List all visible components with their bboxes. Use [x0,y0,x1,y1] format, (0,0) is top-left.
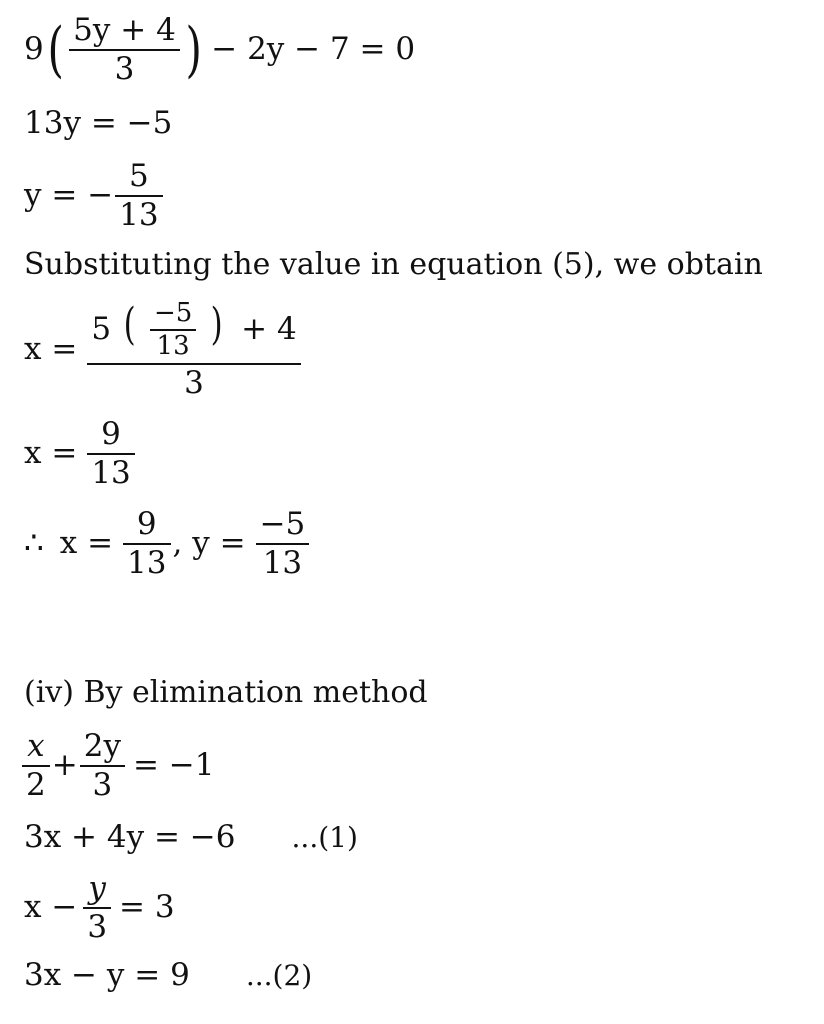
separator-y-equals: , y = [172,525,246,562]
plus-sign: + [51,747,78,784]
equation-text: 3x + 4y = −6 [24,819,236,855]
close-paren: ) [185,14,202,85]
equation-lhs: x = [24,331,78,368]
therefore-symbol: ∴ [24,525,44,562]
open-paren: ( [47,14,64,85]
equation-reference-1: ...(1) [291,820,358,854]
equation-lhs: y = − [24,177,114,214]
fraction-numerator: −5 [259,506,306,542]
fraction [87,418,134,489]
equation-text: 3x − y = 9 [24,957,190,993]
equation-line-10 [24,819,358,855]
text-line-substituting [24,247,763,282]
fraction [69,14,180,85]
open-paren: ( [123,298,136,350]
fraction-numerator: 5 [129,158,149,194]
equation-lhs: x − [24,889,78,926]
equation-rest: = 3 [119,889,175,926]
coefficient: 9 [24,31,44,68]
equation-reference-2: ...(2) [245,958,313,992]
fraction-denominator: 2 [26,766,46,803]
numerator-rest: + 4 [241,310,297,347]
fraction-denominator: 13 [127,544,167,581]
fraction-x [123,508,170,579]
equation-line-12 [24,957,313,993]
equation-line-2 [24,105,173,141]
fraction-numerator: x [27,728,45,764]
inner-fraction [150,300,196,361]
fraction-denominator: 3 [92,766,113,803]
fraction-numerator: y [88,870,106,906]
fraction [115,160,162,231]
fraction-numerator [87,300,300,361]
equation-lhs: x = [24,435,78,472]
section-heading-iv [24,675,428,710]
fraction-numerator: 9 [101,416,121,452]
equation-line-3 [24,160,165,231]
fraction-y-over-3 [83,872,111,943]
fraction-y [256,508,310,579]
equation-line-6 [24,418,137,489]
equation-line-5 [24,300,303,399]
equation-lhs: x = [59,525,114,562]
equation-line-11 [24,872,181,943]
fraction-numerator: 2y [83,728,121,764]
close-paren: ) [210,298,223,350]
equation-text: 13y = −5 [24,105,173,141]
fraction-x-over-2 [22,730,50,801]
equation-line-7 [24,508,311,579]
fraction-2y-over-3 [80,730,125,801]
equation-rest: − 2y − 7 = 0 [211,31,416,68]
equation-rest: = −1 [132,747,215,784]
equation-line-1 [24,14,421,85]
inner-denominator: 13 [156,331,190,362]
fraction-denominator: 3 [184,364,204,401]
inner-numerator: −5 [153,298,193,328]
fraction-numerator: 9 [136,506,157,542]
paragraph-text: Substituting the value in equation (5), we obtain [24,247,763,282]
fraction-denominator: 13 [91,454,131,491]
fraction [87,300,300,399]
numerator-coefficient: 5 [91,310,112,347]
fraction-denominator: 3 [87,908,108,945]
fraction-denominator: 13 [262,544,303,581]
fraction-numerator: 5y + 4 [73,12,176,48]
fraction-denominator: 3 [114,50,135,87]
section-heading-text: (iv) By elimination method [24,675,428,710]
fraction-denominator: 13 [119,196,159,233]
equation-line-9 [24,730,221,801]
